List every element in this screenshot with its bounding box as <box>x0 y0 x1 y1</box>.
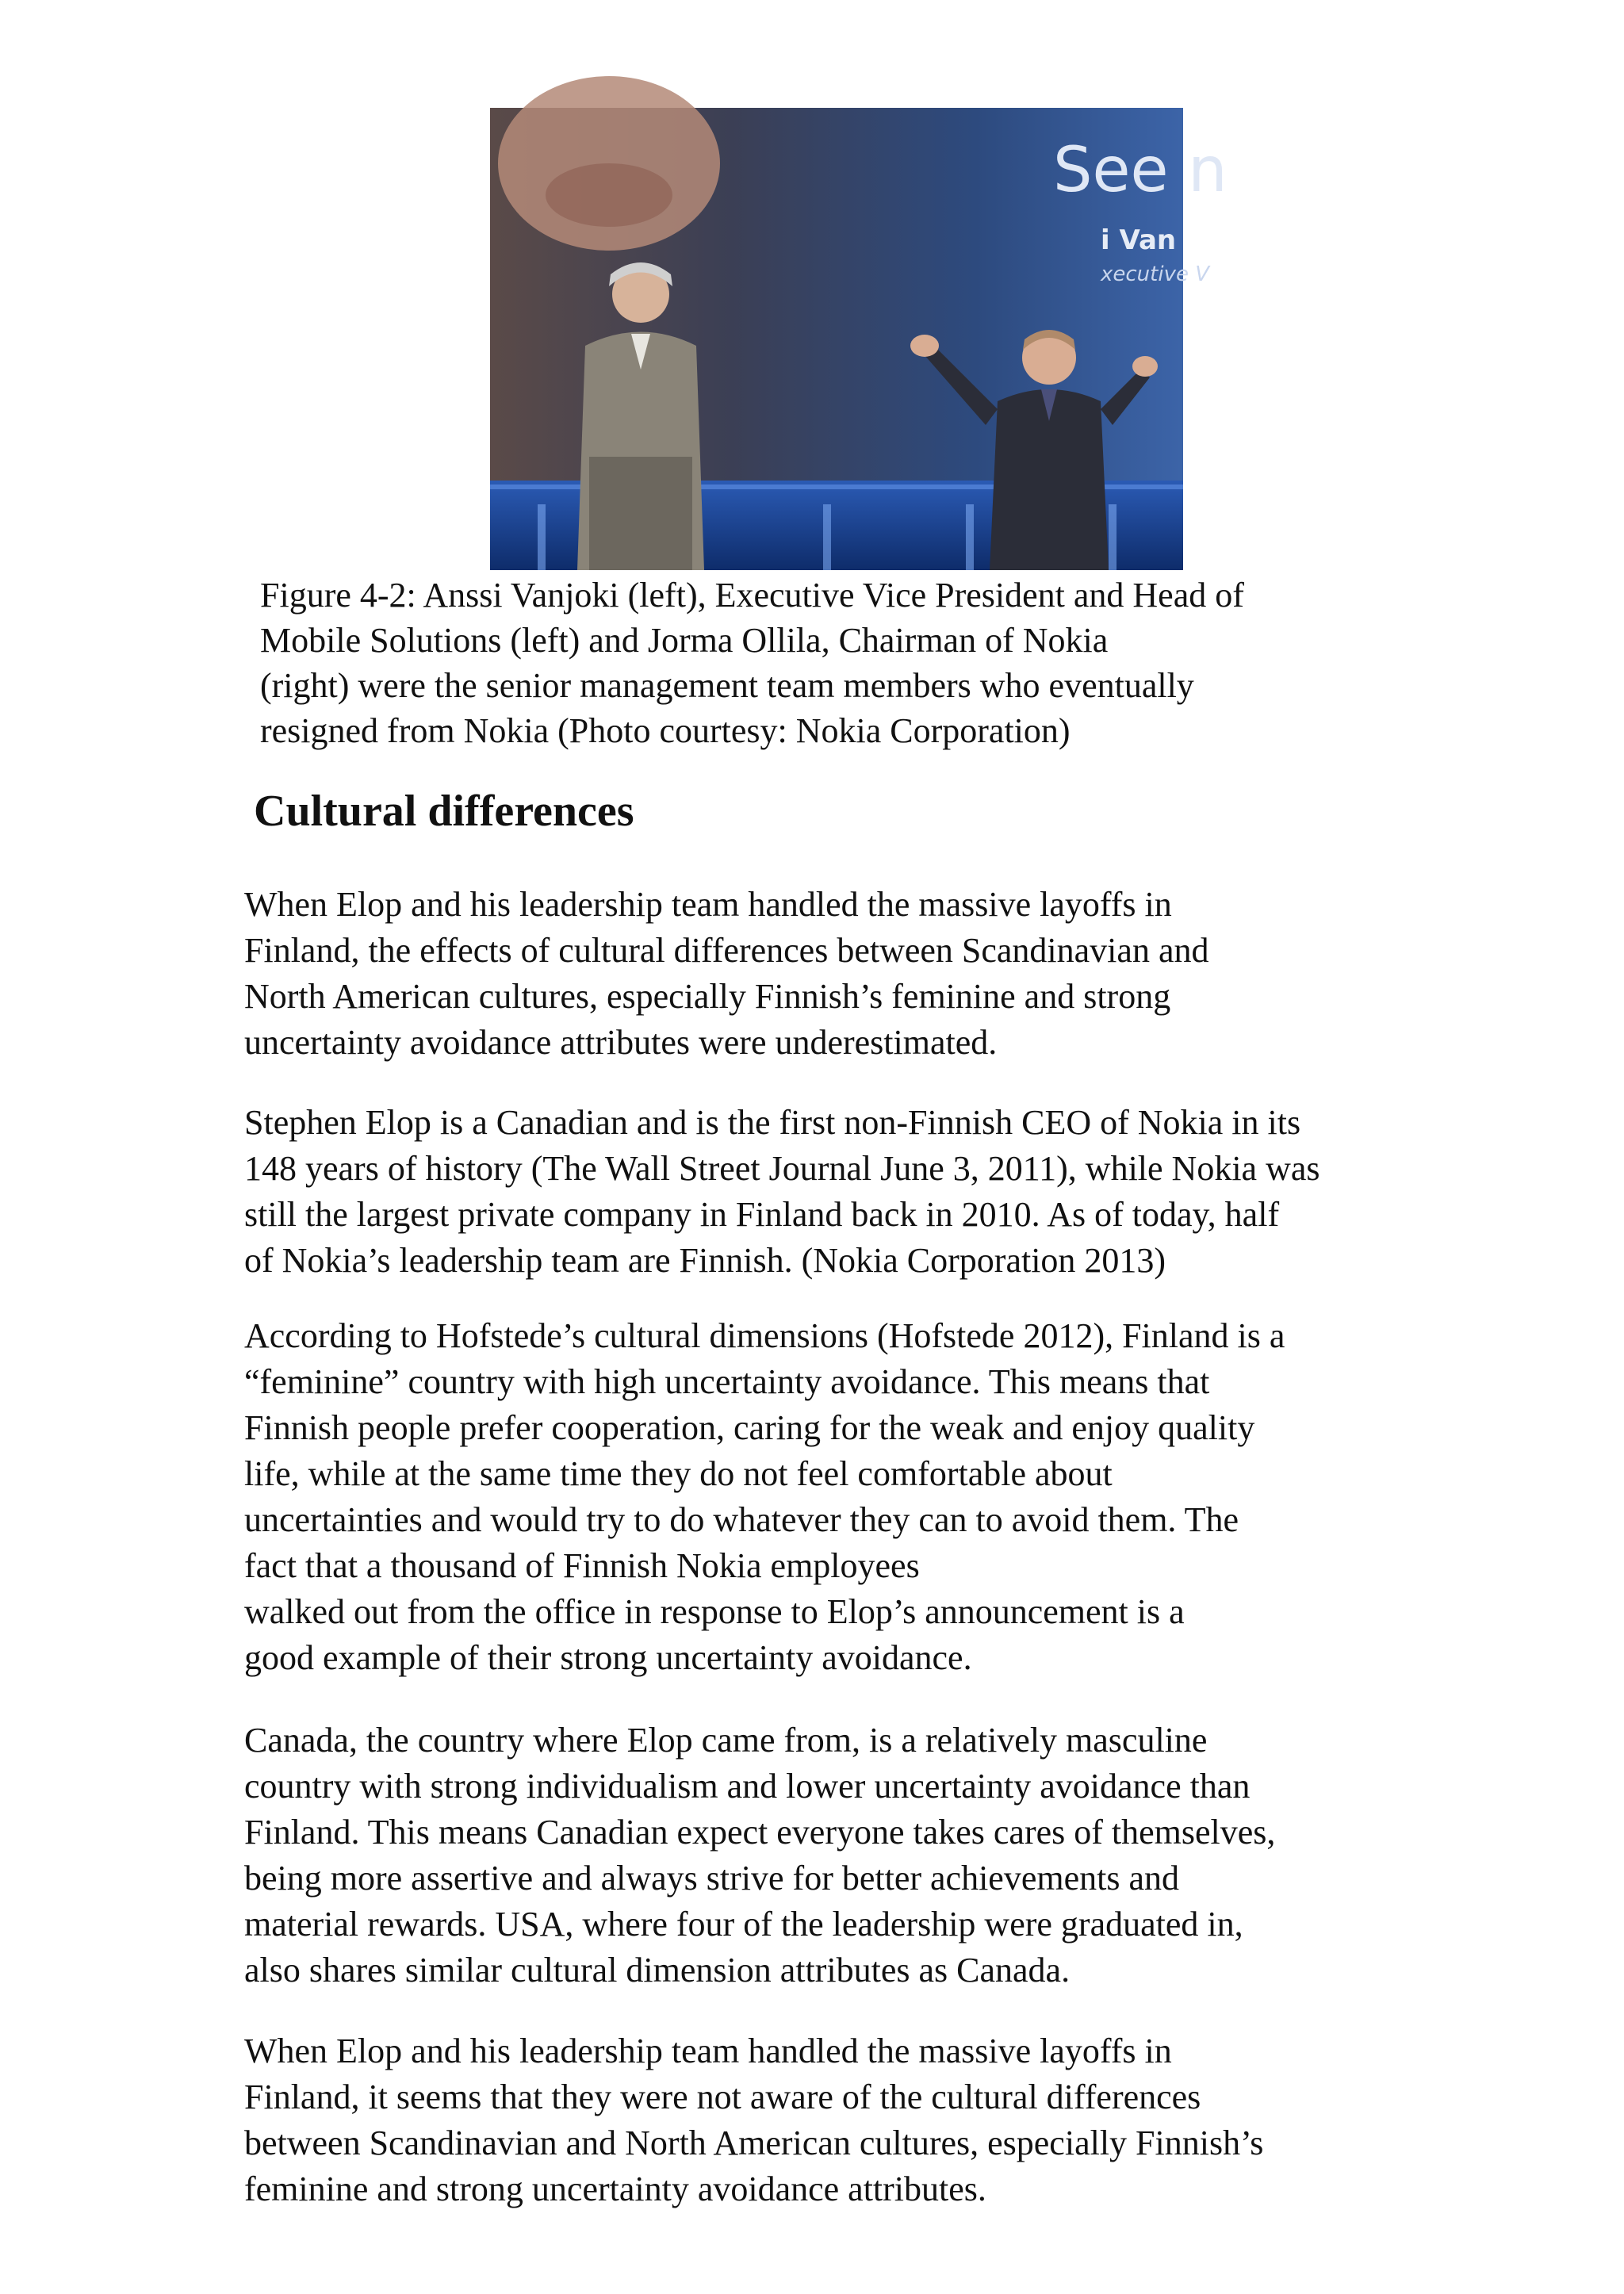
text-line: life, while at the same time they do not feel comfortable about <box>244 1454 1113 1493</box>
paragraph-3 <box>244 1313 1450 1681</box>
screen-text-line-2: i Van <box>1101 224 1177 256</box>
text-line: also shares similar cultural dimension attributes as Canada. <box>244 1951 1071 1990</box>
text-line: uncertainty avoidance attributes were underestimated. <box>244 1023 998 1062</box>
text-line: Finland. This means Canadian expect everyone takes cares of themselves, <box>244 1813 1276 1852</box>
caption-line: resigned from Nokia (Photo courtesy: Nokia Corporation) <box>260 711 1071 750</box>
text-line: Stephen Elop is a Canadian and is the first non-Finnish CEO of Nokia in its <box>244 1103 1301 1142</box>
section-heading: Cultural differences <box>254 787 634 836</box>
text-line: still the largest private company in Finland back in 2010. As of today, half <box>244 1195 1280 1234</box>
paragraph-4 <box>244 1718 1450 1993</box>
caption-line: Figure 4-2: Anssi Vanjoki (left), Executive Vice President and Head of <box>260 576 1244 615</box>
stage-photo-image <box>490 108 1228 570</box>
caption-line: (right) were the senior management team members who eventually <box>260 666 1194 705</box>
text-line: material rewards. USA, where four of the leadership were graduated in, <box>244 1905 1243 1944</box>
text-line: 148 years of history (The Wall Street Journal June 3, 2011), while Nokia was <box>244 1149 1320 1188</box>
figure-photo <box>490 108 1228 570</box>
text-line: walked out from the office in response to Elop’s announcement is a <box>244 1592 1185 1631</box>
screen-text-line-3: xecutive V <box>1101 262 1210 286</box>
paragraph-1 <box>244 882 1450 1066</box>
paragraph-5 <box>244 2028 1450 2212</box>
text-line: country with strong individualism and lower uncertainty avoidance than <box>244 1767 1251 1806</box>
text-line: fact that a thousand of Finnish Nokia employees <box>244 1546 920 1585</box>
text-line: North American cultures, especially Finnish’s feminine and strong <box>244 977 1171 1016</box>
text-line: between Scandinavian and North American cultures, especially Finnish’s <box>244 2124 1264 2162</box>
text-line: When Elop and his leadership team handled the massive layoffs in <box>244 2032 1172 2070</box>
text-line: Canada, the country where Elop came from, is a relatively masculine <box>244 1721 1208 1760</box>
text-line: Finnish people prefer cooperation, caring for the weak and enjoy quality <box>244 1408 1255 1447</box>
paragraph-2 <box>244 1100 1450 1284</box>
text-line: being more assertive and always strive for better achievements and <box>244 1859 1179 1898</box>
text-line: When Elop and his leadership team handled the massive layoffs in <box>244 885 1172 924</box>
text-line: Finland, it seems that they were not aware of the cultural differences <box>244 2078 1201 2116</box>
text-line: According to Hofstede’s cultural dimensions (Hofstede 2012), Finland is a <box>244 1316 1285 1355</box>
caption-line: Mobile Solutions (left) and Jorma Ollila, Chairman of Nokia <box>260 621 1109 660</box>
text-line: “feminine” country with high uncertainty avoidance. This means that <box>244 1362 1210 1401</box>
text-line: uncertainties and would try to do whatever they can to avoid them. The <box>244 1500 1239 1539</box>
screen-text-line-1: See n <box>1053 135 1228 206</box>
figure-caption <box>260 573 1386 753</box>
text-line: Finland, the effects of cultural differences between Scandinavian and <box>244 931 1209 970</box>
text-line: feminine and strong uncertainty avoidance attributes. <box>244 2170 986 2208</box>
text-line: good example of their strong uncertainty avoidance. <box>244 1638 972 1677</box>
text-line: of Nokia’s leadership team are Finnish. (Nokia Corporation 2013) <box>244 1241 1166 1280</box>
